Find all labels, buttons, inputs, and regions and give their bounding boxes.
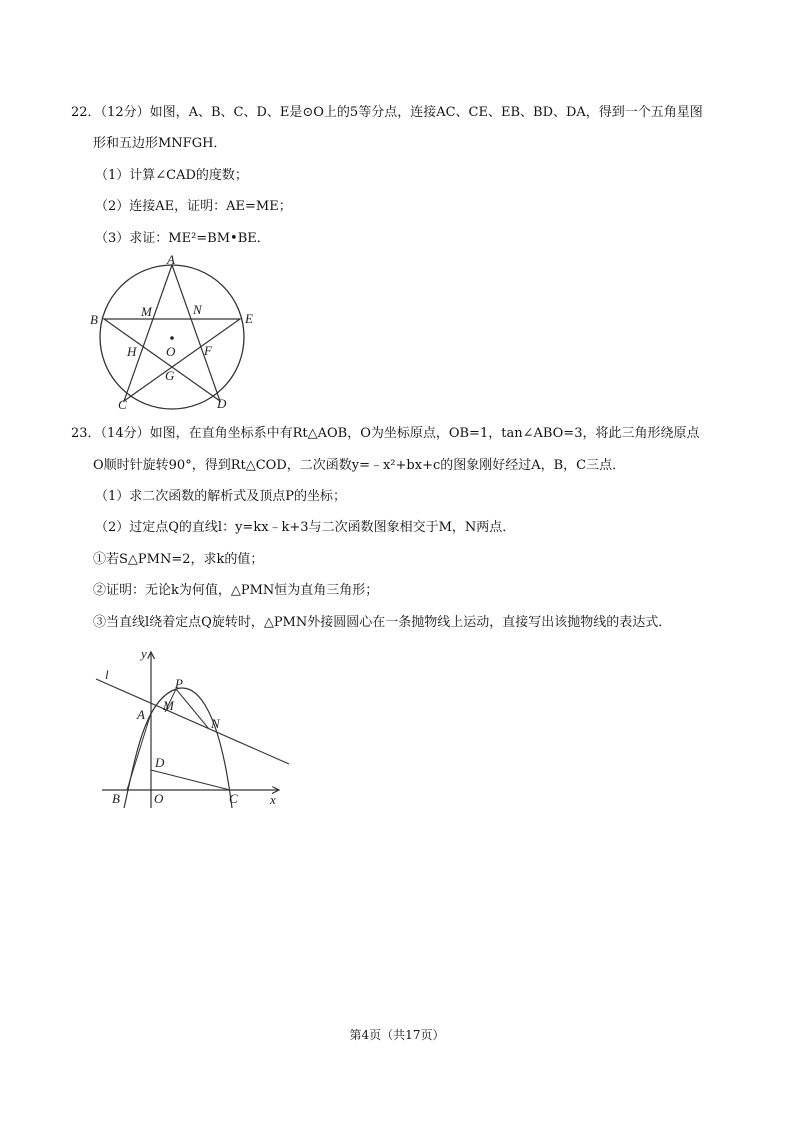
q23-subquestion-1: （1）求二次函数的解析式及顶点P的坐标； bbox=[95, 489, 347, 504]
label-o: O bbox=[166, 344, 176, 359]
q23-coordinate-figure bbox=[90, 645, 290, 815]
q22-subquestion-1: （1）计算∠CAD的度数； bbox=[95, 168, 248, 183]
label-m: M bbox=[163, 698, 174, 713]
page-footer: 第4页（共17页） bbox=[349, 1028, 445, 1042]
q23-item-3: ③当直线l绕着定点Q旋转时，△PMN外接圆圆心在一条抛物线上运动，直接写出该抛物线的表达式． bbox=[93, 615, 672, 630]
label-y: y bbox=[141, 646, 147, 661]
q22-stem-line1: 22．（12分）如图，A、B、C、D、E是⊙O上的5等分点，连接AC、CE、EB、BD、DA，得到一个五角星图 bbox=[71, 105, 703, 120]
label-x: x bbox=[270, 792, 276, 807]
label-c: C bbox=[229, 791, 238, 806]
q22-stem-line2: 形和五边形MNFGH． bbox=[93, 136, 227, 151]
segment-dc bbox=[151, 770, 230, 790]
label-a: A bbox=[167, 252, 175, 267]
segment-ab bbox=[127, 713, 151, 790]
q23-item-1: ①若S△PMN=2，求k的值； bbox=[93, 552, 264, 567]
segment-pn bbox=[176, 689, 209, 729]
q23-subquestion-2: （2）过定点Q的直线l：y=kx﹣k+3与二次函数图象相交于M，N两点． bbox=[95, 520, 516, 535]
q22-subquestion-3: （3）求证：ME²=BM•BE． bbox=[95, 231, 270, 246]
label-l: l bbox=[105, 667, 109, 682]
label-c: C bbox=[118, 397, 127, 412]
label-o: O bbox=[154, 791, 164, 806]
label-d: D bbox=[217, 396, 227, 411]
label-f: F bbox=[204, 343, 212, 358]
label-b: B bbox=[112, 791, 120, 806]
label-d: D bbox=[155, 755, 165, 770]
q22-subquestion-2: （2）连接AE，证明：AE=ME； bbox=[95, 199, 292, 214]
label-n: N bbox=[193, 302, 202, 317]
label-a: A bbox=[137, 707, 145, 722]
label-e: E bbox=[245, 311, 253, 326]
label-p: P bbox=[175, 676, 183, 691]
label-b: B bbox=[90, 312, 98, 327]
label-n: N bbox=[211, 716, 220, 731]
label-h: H bbox=[127, 344, 137, 359]
q23-stem-line1: 23．（14分）如图，在直角坐标系中有Rt△AOB，O为坐标原点，OB=1，tan∠ABO=3，将此三角形绕原点 bbox=[71, 426, 700, 441]
q22-star-figure bbox=[85, 252, 265, 417]
center-dot bbox=[170, 336, 174, 340]
q23-stem-line2: O顺时针旋转90°，得到Rt△COD，二次函数y=﹣x²+bx+c的图象刚好经过A，B，C三点． bbox=[93, 458, 626, 473]
label-m: M bbox=[141, 304, 152, 319]
q23-item-2: ②证明：无论k为何值，△PMN恒为直角三角形； bbox=[93, 583, 379, 598]
label-g: G bbox=[165, 368, 175, 383]
